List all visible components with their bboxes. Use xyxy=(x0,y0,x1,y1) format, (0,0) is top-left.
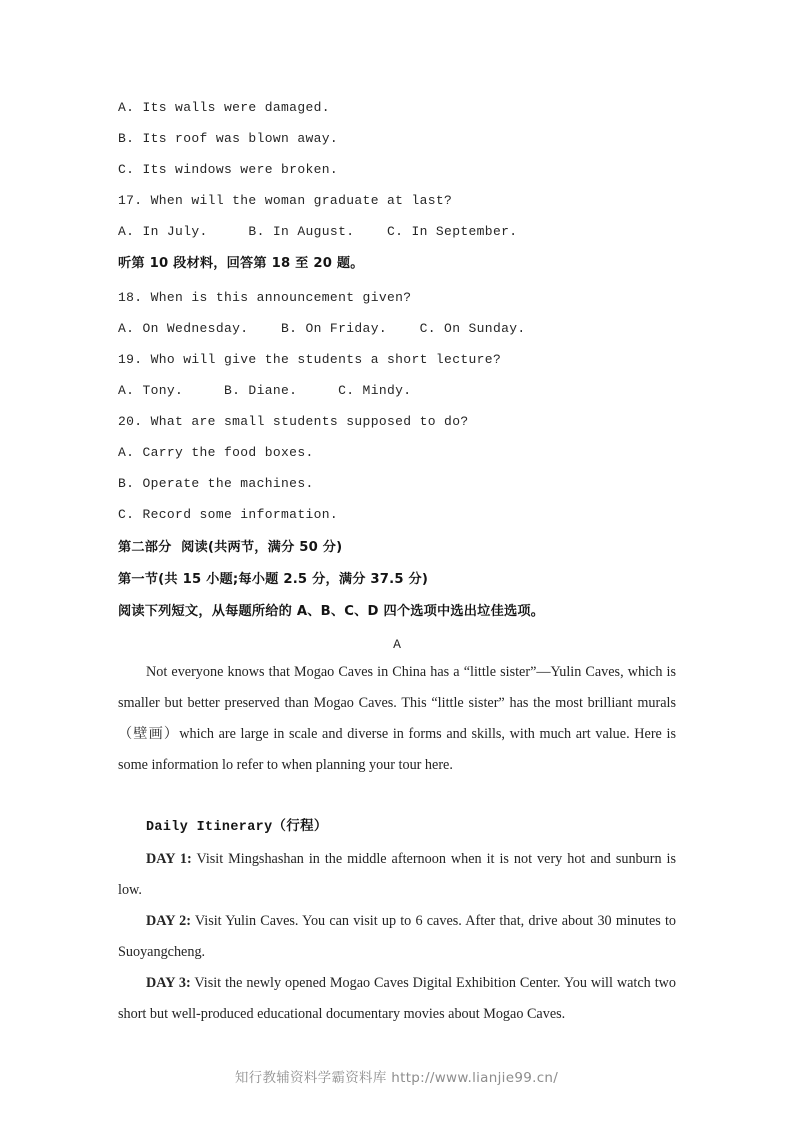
itinerary-day-1 xyxy=(118,844,676,906)
option-row-20b: B. Operate the machines. xyxy=(118,476,314,491)
option-row-16c: C. Its windows were broken. xyxy=(118,162,339,177)
day-1-label: DAY 1: xyxy=(146,851,192,867)
itinerary-day-3 xyxy=(118,968,676,1030)
option-row-18: A. On Wednesday. B. On Friday. C. On Sunday. xyxy=(118,321,526,336)
question-stem-19: 19. Who will give the students a short lecture? xyxy=(118,352,502,367)
section-one-heading: 第一节(共 15 小题;每小题 2.5 分，满分 37.5 分) xyxy=(118,572,429,587)
question-stem-17: 17. When will the woman graduate at last? xyxy=(118,193,453,208)
listening-directive-10: 听第 10 段材料，回答第 18 至 20 题。 xyxy=(118,256,364,271)
itinerary-day-2 xyxy=(118,906,676,968)
part-two-heading: 第二部分 阅读(共两节，满分 50 分) xyxy=(118,540,343,555)
option-row-16b: B. Its roof was blown away. xyxy=(118,131,339,146)
day-3-label: DAY 3: xyxy=(146,975,191,991)
daily-itinerary-heading: Daily Itinerary（行程） xyxy=(146,820,328,835)
option-row-20a: A. Carry the food boxes. xyxy=(118,445,314,460)
option-row-20c: C. Record some information. xyxy=(118,507,339,522)
watermark-footer: 知行教辅资料学霸资料库 http://www.lianjie99.cn/ xyxy=(234,1070,559,1086)
passage-intro-paragraph: Not everyone knows that Mogao Caves in China has a “little sister”—Yulin Caves, which is smaller but better preserved than Mogao Caves. This “little sister” has the most brilliant murals（壁画）which are large in scale and diverse in forms and skills, with much art value. Here is some information lo refer to when planning your tour here. xyxy=(118,664,676,773)
question-stem-18: 18. When is this announcement given? xyxy=(118,290,412,305)
day-2-label: DAY 2: xyxy=(146,913,191,929)
day-1-text: Visit Mingshashan in the middle afternoon when it is not very hot and sunburn is low. xyxy=(118,851,676,898)
section-one-instruction: 阅读下列短文，从每题所给的 A、B、C、D 四个选项中选出垃佳选项。 xyxy=(118,604,545,619)
day-2-text: Visit Yulin Caves. You can visit up to 6 caves. After that, drive about 30 minutes to Suoyangcheng. xyxy=(118,913,676,960)
option-row-17: A. In July. B. In August. C. In September. xyxy=(118,224,518,239)
question-stem-20: 20. What are small students supposed to do? xyxy=(118,414,469,429)
passage-letter-a: A xyxy=(393,637,401,652)
option-row-16a: A. Its walls were damaged. xyxy=(118,100,330,115)
day-3-text: Visit the newly opened Mogao Caves Digital Exhibition Center. You will watch two short but well-produced educational documentary movies about Mogao Caves. xyxy=(118,975,676,1022)
option-row-19: A. Tony. B. Diane. C. Mindy. xyxy=(118,383,412,398)
